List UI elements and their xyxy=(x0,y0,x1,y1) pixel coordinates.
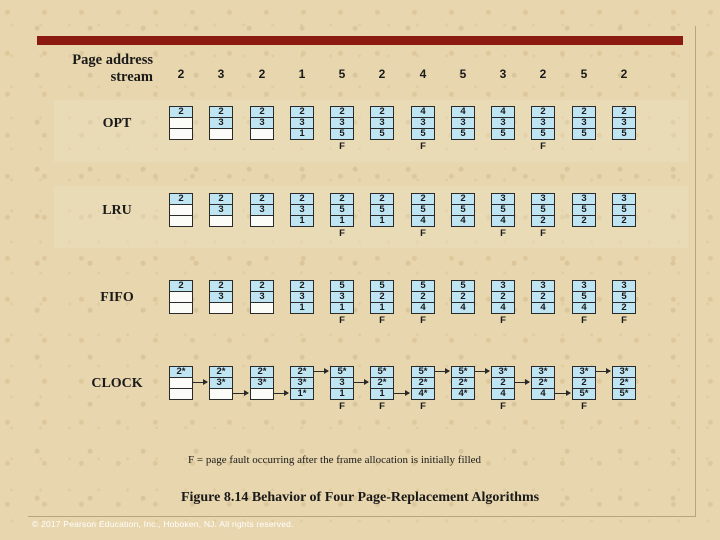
frame-cell: 1 xyxy=(370,302,394,314)
frame-column xyxy=(612,366,636,412)
frame-cell: 2 xyxy=(330,106,354,118)
fault-legend: F = page fault occurring after the frame allocation is initially filled xyxy=(188,454,482,466)
frame-cell: 5* xyxy=(572,388,596,400)
stream-value: 4 xyxy=(419,67,427,81)
frame-column xyxy=(572,366,596,412)
frame-cell: 3* xyxy=(612,366,636,378)
clock-pointer-arrow xyxy=(354,382,368,383)
stream-value: 5 xyxy=(459,67,467,81)
page-fault-marker: F xyxy=(339,228,345,239)
page-fault-marker: F xyxy=(621,315,627,326)
frame-cell: 2* xyxy=(411,377,435,389)
frame-cell: 1 xyxy=(330,302,354,314)
frame-cell: 2 xyxy=(250,193,274,205)
frame-column xyxy=(612,193,636,239)
frame-cell: 2 xyxy=(612,302,636,314)
frame-cell: 5 xyxy=(572,128,596,140)
algorithm-label-opt: OPT xyxy=(102,116,132,131)
frame-column xyxy=(290,193,314,239)
frame-column xyxy=(330,280,354,326)
page-fault-marker xyxy=(572,228,596,239)
frame-cell: 2 xyxy=(491,291,515,303)
frame-cell: 3 xyxy=(250,117,274,129)
algorithm-label-lru: LRU xyxy=(102,203,132,218)
frame-cell: 4 xyxy=(531,302,555,314)
frame-cell: 5 xyxy=(411,204,435,216)
frame-cell: 1 xyxy=(330,215,354,227)
frame-cell: 3 xyxy=(491,117,515,129)
frame-cell: 3 xyxy=(572,280,596,292)
page-fault-marker: F xyxy=(339,401,345,412)
frame-cell: 2 xyxy=(370,291,394,303)
page-fault-marker: F xyxy=(581,401,587,412)
frame-column xyxy=(290,366,314,412)
frame-cell: 3 xyxy=(531,117,555,129)
frame-cell: 5* xyxy=(612,388,636,400)
frame-cell: 4 xyxy=(531,388,555,400)
frame-cell: 2 xyxy=(209,106,233,118)
frame-column xyxy=(330,106,354,152)
frame-cell: 3 xyxy=(330,291,354,303)
stream-value: 3 xyxy=(499,67,507,81)
frame-column xyxy=(491,366,515,412)
page-fault-marker xyxy=(451,401,475,412)
frame-cell: 3* xyxy=(491,366,515,378)
frame-cell: 5 xyxy=(330,280,354,292)
frame-cell: 3 xyxy=(250,291,274,303)
figure-caption: Figure 8.14 Behavior of Four Page-Replacement Algorithms xyxy=(180,490,540,505)
frame-cell: 4 xyxy=(451,215,475,227)
page-fault-marker: F xyxy=(540,228,546,239)
frame-column xyxy=(411,193,435,239)
stream-value: 2 xyxy=(378,67,386,81)
frame-column xyxy=(330,366,354,412)
frame-column xyxy=(451,193,475,239)
frame-cell: 4 xyxy=(411,302,435,314)
frame-cell: 5 xyxy=(451,204,475,216)
frame-column xyxy=(169,193,193,239)
frame-cell xyxy=(250,302,274,314)
frame-cell: 4* xyxy=(411,388,435,400)
frame-cell: 2 xyxy=(451,291,475,303)
frame-column xyxy=(209,106,233,152)
frame-cell: 5* xyxy=(330,366,354,378)
clock-pointer-arrow xyxy=(233,393,248,394)
page-fault-marker xyxy=(250,401,274,412)
frame-cell: 4 xyxy=(491,106,515,118)
frame-column xyxy=(209,280,233,326)
page-fault-marker xyxy=(169,401,193,412)
frame-cell: 2* xyxy=(209,366,233,378)
stream-value: 3 xyxy=(217,67,225,81)
frame-cell: 5 xyxy=(572,204,596,216)
frame-cell: 4 xyxy=(491,215,515,227)
frame-cell: 2 xyxy=(531,106,555,118)
frame-cell: 2 xyxy=(572,377,596,389)
frame-cell: 2 xyxy=(209,193,233,205)
frame-cell: 3 xyxy=(572,117,596,129)
frame-cell: 3* xyxy=(531,366,555,378)
algorithm-label-fifo: FIFO xyxy=(100,290,134,305)
clock-pointer-arrow xyxy=(193,382,207,383)
frame-cell: 1* xyxy=(290,388,314,400)
clock-pointer-arrow xyxy=(515,382,529,383)
page-fault-marker: F xyxy=(379,315,385,326)
frame-cell: 1 xyxy=(370,388,394,400)
frame-column xyxy=(612,280,636,326)
frame-cell: 2 xyxy=(209,280,233,292)
frame-cell xyxy=(169,128,193,140)
page-fault-marker: F xyxy=(420,141,426,152)
frame-cell: 2 xyxy=(370,106,394,118)
frame-column xyxy=(411,366,435,412)
frame-cell: 3* xyxy=(250,377,274,389)
frame-cell: 1 xyxy=(290,215,314,227)
page-fault-marker xyxy=(169,315,193,326)
frame-column xyxy=(250,280,274,326)
frame-cell: 2* xyxy=(290,366,314,378)
frame-column xyxy=(290,106,314,152)
frame-cell: 3 xyxy=(612,117,636,129)
frame-cell: 1 xyxy=(290,128,314,140)
frame-cell: 4 xyxy=(572,302,596,314)
frame-cell: 5 xyxy=(491,128,515,140)
frame-cell: 2 xyxy=(411,193,435,205)
page-fault-marker xyxy=(531,401,555,412)
frame-cell: 3 xyxy=(330,117,354,129)
frame-cell: 2 xyxy=(411,291,435,303)
frame-column xyxy=(531,366,555,412)
page-fault-marker xyxy=(612,401,636,412)
frame-cell: 5 xyxy=(411,128,435,140)
frame-cell: 3 xyxy=(209,204,233,216)
page-fault-marker xyxy=(209,228,233,239)
frame-cell: 3 xyxy=(209,291,233,303)
frame-column xyxy=(451,366,475,412)
frame-column xyxy=(370,193,394,239)
frame-column xyxy=(531,106,555,152)
stream-value: 1 xyxy=(298,67,306,81)
frame-cell: 2 xyxy=(451,193,475,205)
frame-cell: 5 xyxy=(370,280,394,292)
page-fault-marker xyxy=(169,141,193,152)
page-fault-marker xyxy=(370,228,394,239)
frame-cell: 2 xyxy=(169,106,193,118)
frame-cell: 5 xyxy=(572,291,596,303)
frame-cell xyxy=(209,128,233,140)
frame-cell: 2 xyxy=(169,280,193,292)
frame-cell xyxy=(209,388,233,400)
frame-cell: 3 xyxy=(370,117,394,129)
frame-column xyxy=(531,193,555,239)
frame-cell: 4* xyxy=(451,388,475,400)
page-fault-marker xyxy=(209,315,233,326)
clock-pointer-arrow xyxy=(555,393,570,394)
frame-cell: 3 xyxy=(531,280,555,292)
page-fault-marker xyxy=(290,401,314,412)
stream-value: 5 xyxy=(338,67,346,81)
frame-cell: 5* xyxy=(451,366,475,378)
frame-cell: 2* xyxy=(169,366,193,378)
page-fault-marker: F xyxy=(581,315,587,326)
frame-cell: 4 xyxy=(411,215,435,227)
frame-cell xyxy=(250,128,274,140)
frame-column xyxy=(612,106,636,152)
copyright-notice: © 2017 Pearson Education, Inc., Hoboken, NJ. All rights reserved. xyxy=(32,519,294,529)
frame-cell: 1 xyxy=(330,388,354,400)
page-fault-marker xyxy=(612,141,636,152)
frame-cell: 5 xyxy=(330,204,354,216)
frame-cell: 5 xyxy=(330,128,354,140)
frame-cell: 3 xyxy=(290,204,314,216)
page-fault-marker xyxy=(451,141,475,152)
frame-cell: 3 xyxy=(250,204,274,216)
frame-column xyxy=(572,106,596,152)
frame-cell: 2 xyxy=(531,215,555,227)
page-fault-marker xyxy=(209,401,233,412)
frame-column xyxy=(491,280,515,326)
frame-cell: 3 xyxy=(491,280,515,292)
frame-cell: 4 xyxy=(491,388,515,400)
frame-cell: 5 xyxy=(531,204,555,216)
frame-cell: 4 xyxy=(491,302,515,314)
page-fault-marker xyxy=(169,228,193,239)
frame-column xyxy=(370,280,394,326)
frame-cell: 5 xyxy=(612,128,636,140)
page-fault-marker: F xyxy=(500,401,506,412)
stream-label-line1: Page address xyxy=(72,52,153,68)
frame-cell: 2* xyxy=(370,377,394,389)
frame-cell: 2* xyxy=(531,377,555,389)
frame-column xyxy=(370,366,394,412)
page-fault-marker xyxy=(572,141,596,152)
frame-cell: 2 xyxy=(250,280,274,292)
frame-column xyxy=(169,280,193,326)
algorithm-label-clock: CLOCK xyxy=(91,376,143,391)
clock-pointer-arrow xyxy=(274,393,288,394)
page-fault-marker xyxy=(451,315,475,326)
frame-column xyxy=(370,106,394,152)
stream-value: 2 xyxy=(177,67,185,81)
clock-pointer-arrow xyxy=(394,393,409,394)
frame-cell: 5 xyxy=(612,204,636,216)
page-fault-marker xyxy=(370,141,394,152)
frame-column xyxy=(209,193,233,239)
frame-cell: 1 xyxy=(370,215,394,227)
frame-column xyxy=(491,106,515,152)
frame-cell: 2 xyxy=(612,106,636,118)
frame-cell: 5 xyxy=(451,128,475,140)
frame-cell: 3* xyxy=(572,366,596,378)
stream-value: 2 xyxy=(620,67,628,81)
page-fault-marker xyxy=(209,141,233,152)
frame-cell: 2* xyxy=(612,377,636,389)
stream-value: 2 xyxy=(258,67,266,81)
frame-column xyxy=(572,280,596,326)
frame-cell: 2* xyxy=(250,366,274,378)
frame-cell: 2 xyxy=(290,193,314,205)
frame-cell xyxy=(169,388,193,400)
stream-value: 2 xyxy=(539,67,547,81)
frame-cell: 3 xyxy=(612,280,636,292)
page-address-stream-label xyxy=(55,52,153,86)
frame-column xyxy=(451,106,475,152)
page-fault-marker xyxy=(531,315,555,326)
frame-cell xyxy=(250,215,274,227)
clock-pointer-arrow xyxy=(596,371,610,372)
page-fault-marker: F xyxy=(500,315,506,326)
stream-label-line2: stream xyxy=(110,69,153,85)
frame-cell: 4 xyxy=(451,302,475,314)
frame-column xyxy=(250,106,274,152)
frame-column xyxy=(491,193,515,239)
clock-pointer-arrow xyxy=(435,371,449,372)
page-fault-marker xyxy=(250,141,274,152)
frame-cell: 5 xyxy=(491,204,515,216)
frame-cell: 3 xyxy=(531,193,555,205)
frame-cell: 2 xyxy=(491,377,515,389)
page-fault-marker xyxy=(491,141,515,152)
frame-cell xyxy=(169,302,193,314)
page-fault-marker: F xyxy=(339,141,345,152)
frame-cell xyxy=(250,388,274,400)
frame-column xyxy=(411,280,435,326)
frame-cell: 4 xyxy=(451,106,475,118)
frame-cell: 1 xyxy=(290,302,314,314)
frame-cell: 3 xyxy=(572,193,596,205)
frame-cell: 3* xyxy=(290,377,314,389)
frame-column xyxy=(169,106,193,152)
frame-cell: 3 xyxy=(290,117,314,129)
page-fault-marker xyxy=(290,315,314,326)
frame-cell: 3 xyxy=(411,117,435,129)
frame-cell: 3 xyxy=(209,117,233,129)
page-fault-marker: F xyxy=(420,401,426,412)
frame-column xyxy=(169,366,193,412)
page-fault-marker xyxy=(290,228,314,239)
frame-cell: 5* xyxy=(411,366,435,378)
frame-cell: 3 xyxy=(491,193,515,205)
frame-cell: 3* xyxy=(209,377,233,389)
page-fault-marker: F xyxy=(420,315,426,326)
frame-column xyxy=(250,193,274,239)
stream-value: 5 xyxy=(580,67,588,81)
frame-cell xyxy=(209,302,233,314)
frame-cell: 2 xyxy=(572,106,596,118)
frame-cell: 5 xyxy=(411,280,435,292)
frame-column xyxy=(250,366,274,412)
frame-cell: 5 xyxy=(451,280,475,292)
frame-cell: 2 xyxy=(290,106,314,118)
frame-cell: 5 xyxy=(370,204,394,216)
frame-cell: 2* xyxy=(451,377,475,389)
clock-pointer-arrow xyxy=(314,371,328,372)
page-fault-marker: F xyxy=(339,315,345,326)
page-fault-marker xyxy=(290,141,314,152)
page-fault-marker: F xyxy=(420,228,426,239)
page-fault-marker: F xyxy=(379,401,385,412)
frame-cell: 5 xyxy=(531,128,555,140)
frame-cell: 4 xyxy=(411,106,435,118)
frame-column xyxy=(411,106,435,152)
frame-cell: 2 xyxy=(169,193,193,205)
frame-cell: 2 xyxy=(250,106,274,118)
page-fault-marker: F xyxy=(500,228,506,239)
page-fault-marker xyxy=(250,228,274,239)
frame-cell xyxy=(209,215,233,227)
page-fault-marker xyxy=(250,315,274,326)
frame-cell: 5 xyxy=(612,291,636,303)
frame-cell: 2 xyxy=(370,193,394,205)
frame-column xyxy=(209,366,233,412)
frame-cell: 3 xyxy=(290,291,314,303)
frame-column xyxy=(290,280,314,326)
frame-cell xyxy=(169,215,193,227)
frame-column xyxy=(330,193,354,239)
frame-cell: 2 xyxy=(531,291,555,303)
clock-pointer-arrow xyxy=(475,371,489,372)
frame-cell: 5* xyxy=(370,366,394,378)
title-accent-bar xyxy=(37,36,683,45)
frame-cell: 2 xyxy=(330,193,354,205)
frame-cell: 5 xyxy=(370,128,394,140)
frame-cell: 3 xyxy=(330,377,354,389)
frame-cell: 3 xyxy=(612,193,636,205)
frame-cell: 2 xyxy=(572,215,596,227)
page-fault-marker xyxy=(612,228,636,239)
frame-column xyxy=(531,280,555,326)
frame-column xyxy=(451,280,475,326)
page-fault-marker xyxy=(451,228,475,239)
page-fault-marker: F xyxy=(540,141,546,152)
frame-cell: 3 xyxy=(451,117,475,129)
frame-column xyxy=(572,193,596,239)
frame-cell: 2 xyxy=(612,215,636,227)
frame-cell: 2 xyxy=(290,280,314,292)
